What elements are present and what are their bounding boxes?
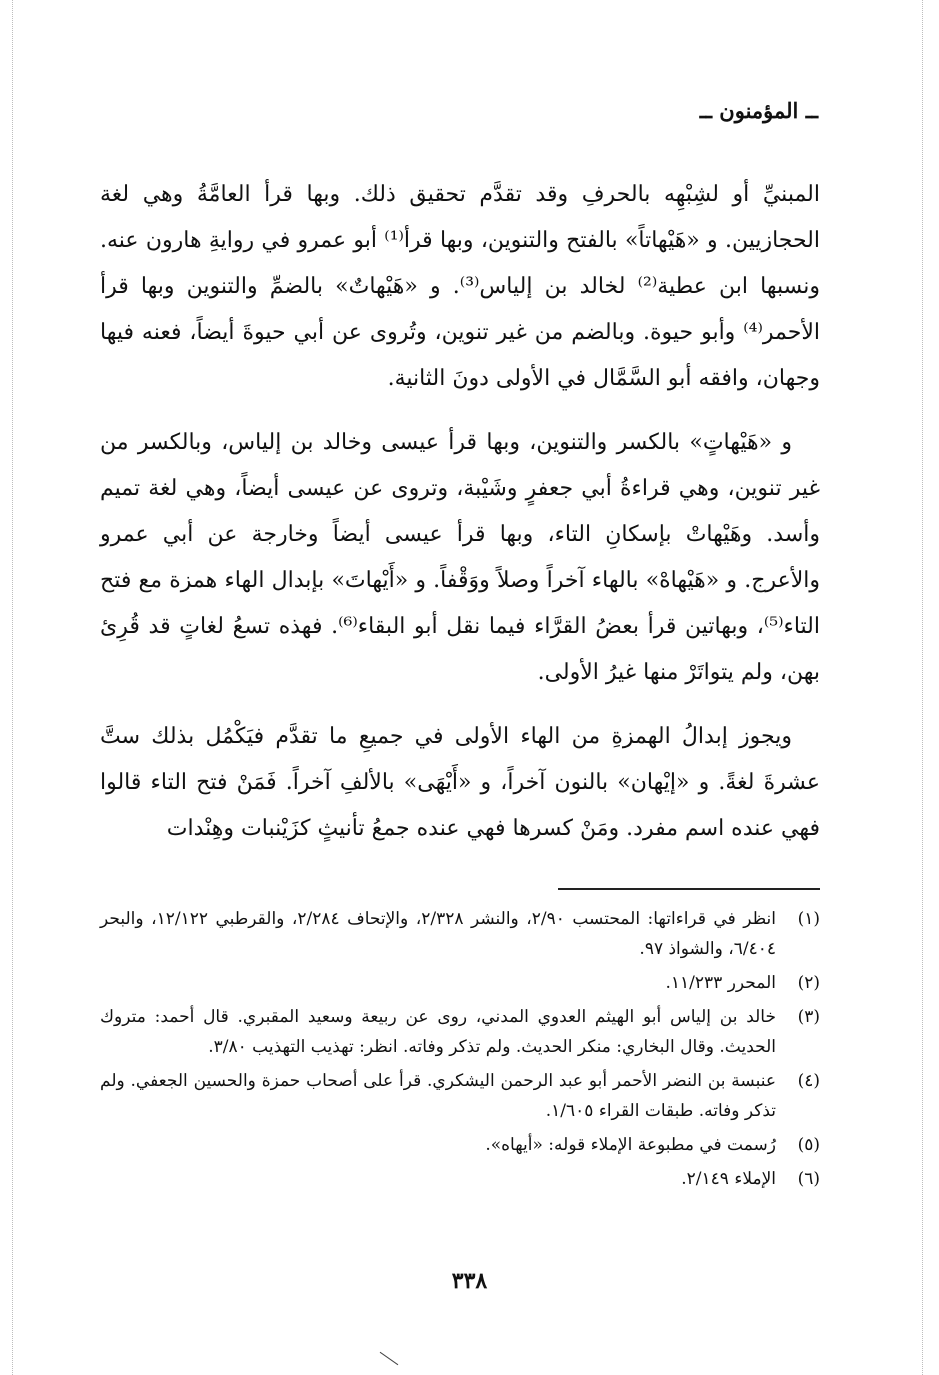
footnote-1 [100, 904, 820, 964]
footnote-text: خالد بن إلياس أبو الهيثم العدوي المدني، روى عن ربيعة وسعيد المقبري. قال أحمد: متروك الحديث. وقال البخاري: منكر الحديث. ولم تذكر وفاته. انظر: تهذيب التهذيب ٣/٨٠. [100, 1007, 776, 1057]
scan-mark [380, 1352, 399, 1365]
scan-guide-left [12, 0, 13, 1375]
footnote-number: (٣) [797, 1007, 820, 1027]
main-text [100, 172, 820, 852]
footnote-5 [100, 1130, 820, 1160]
footnote-text: انظر في قراءاتها: المحتسب ٢/٩٠، والنشر ٢/٣٢٨، والإتحاف ٢/٢٨٤، والقرطبي ١٢/١٢٢، والبحر ٦/٤٠٤، والشواذ ٩٧. [100, 909, 776, 959]
paragraph-1: المبنيِّ أو لشِبْهِه بالحرفِ وقد تقدَّم تحقيق ذلك. وبها قرأ العامَّةُ وهي لغة الحجازيين. و «هَيْهاتاً» بالفتح والتنوين، وبها قرأ⁽¹⁾ أبو عمرو في روايةِ هارون عنه. ونسبها ابن عطية⁽²⁾ لخالد بن إلياس⁽³⁾. و «هَيْهاتٌ» بالضمِّ والتنوين وبها قرأ الأحمر⁽⁴⁾ وأبو حيوة. وبالضم من غير تنوين، وتُروى عن أبي حيوةَ أيضاً، فعنه فيها وجهان، وافقه أبو السَّمَّال في الأولى دونَ الثانية. [100, 182, 820, 391]
running-head: ــ المؤمنون ــ [699, 98, 818, 123]
footnote-text: الإملاء ٢/١٤٩. [681, 1169, 776, 1189]
page-number: ٣٣٨ [451, 1268, 488, 1294]
footnote-4 [100, 1066, 820, 1126]
footnote-3 [100, 1002, 820, 1062]
footnote-number: (٤) [797, 1071, 820, 1091]
footnote-text: رُسمت في مطبوعة الإملاء قوله: «أيهاه». [485, 1135, 776, 1155]
footnote-separator [558, 888, 820, 890]
paragraph-2: و «هَيْهاتٍ» بالكسر والتنوين، وبها قرأ عيسى وخالد بن إلياس، وبالكسر من غير تنوين، وهي قراءةُ أبي جعفرٍ وشَيْبة، وتروى عن عيسى أيضاً، وهي لغة تميم وأسد. وهَيْهاتْ بإسكانِ التاء، وبها قرأ عيسى أيضاً وخارجة عن أبي عمرو والأعرج. و «هَيْهاهْ» بالهاء آخراً وصلاً ووَقْفاً. و «أَيْهاتَ» بإبدال الهاء همزة مع فتح التاء⁽⁵⁾، وبهاتين قرأ بعضُ القرَّاء فيما نقل أبو البقاء⁽⁶⁾. فهذه تسعُ لغاتٍ قد قُرِئ بهن، ولم يتواتَرْ منها غيرُ الأولى. [100, 430, 820, 685]
scan-guide-right [922, 0, 923, 1375]
footnote-6 [100, 1164, 820, 1194]
footnote-2 [100, 968, 820, 998]
footnote-number: (٦) [797, 1169, 820, 1189]
footnotes [100, 904, 820, 1194]
footnote-number: (٥) [797, 1135, 820, 1155]
book-page [100, 86, 820, 1198]
footnote-number: (٢) [797, 973, 820, 993]
footnote-number: (١) [797, 909, 820, 929]
footnote-text: عنبسة بن النضر الأحمر أبو عبد الرحمن اليشكري. قرأ على أصحاب حمزة والحسين الجعفي. ولم تذكر وفاته. طبقات القراء ١/٦٠٥. [100, 1071, 776, 1121]
footnote-text: المحرر ١١/٢٣٣. [665, 973, 776, 993]
paragraph-3: ويجوز إبدالُ الهمزةِ من الهاء الأولى في جميعِ ما تقدَّم فيَكْمُل بذلك ستَّ عشرةَ لغةً. و «إيْهان» بالنون آخراً، و «أَيْهَى» بالألفِ آخراً. فَمَنْ فتح التاء قالوا فهي عنده اسم مفرد. ومَنْ كسرها فهي عنده جمعُ تأنيثٍ كزَيْنبات وهِنْدات [100, 724, 820, 841]
